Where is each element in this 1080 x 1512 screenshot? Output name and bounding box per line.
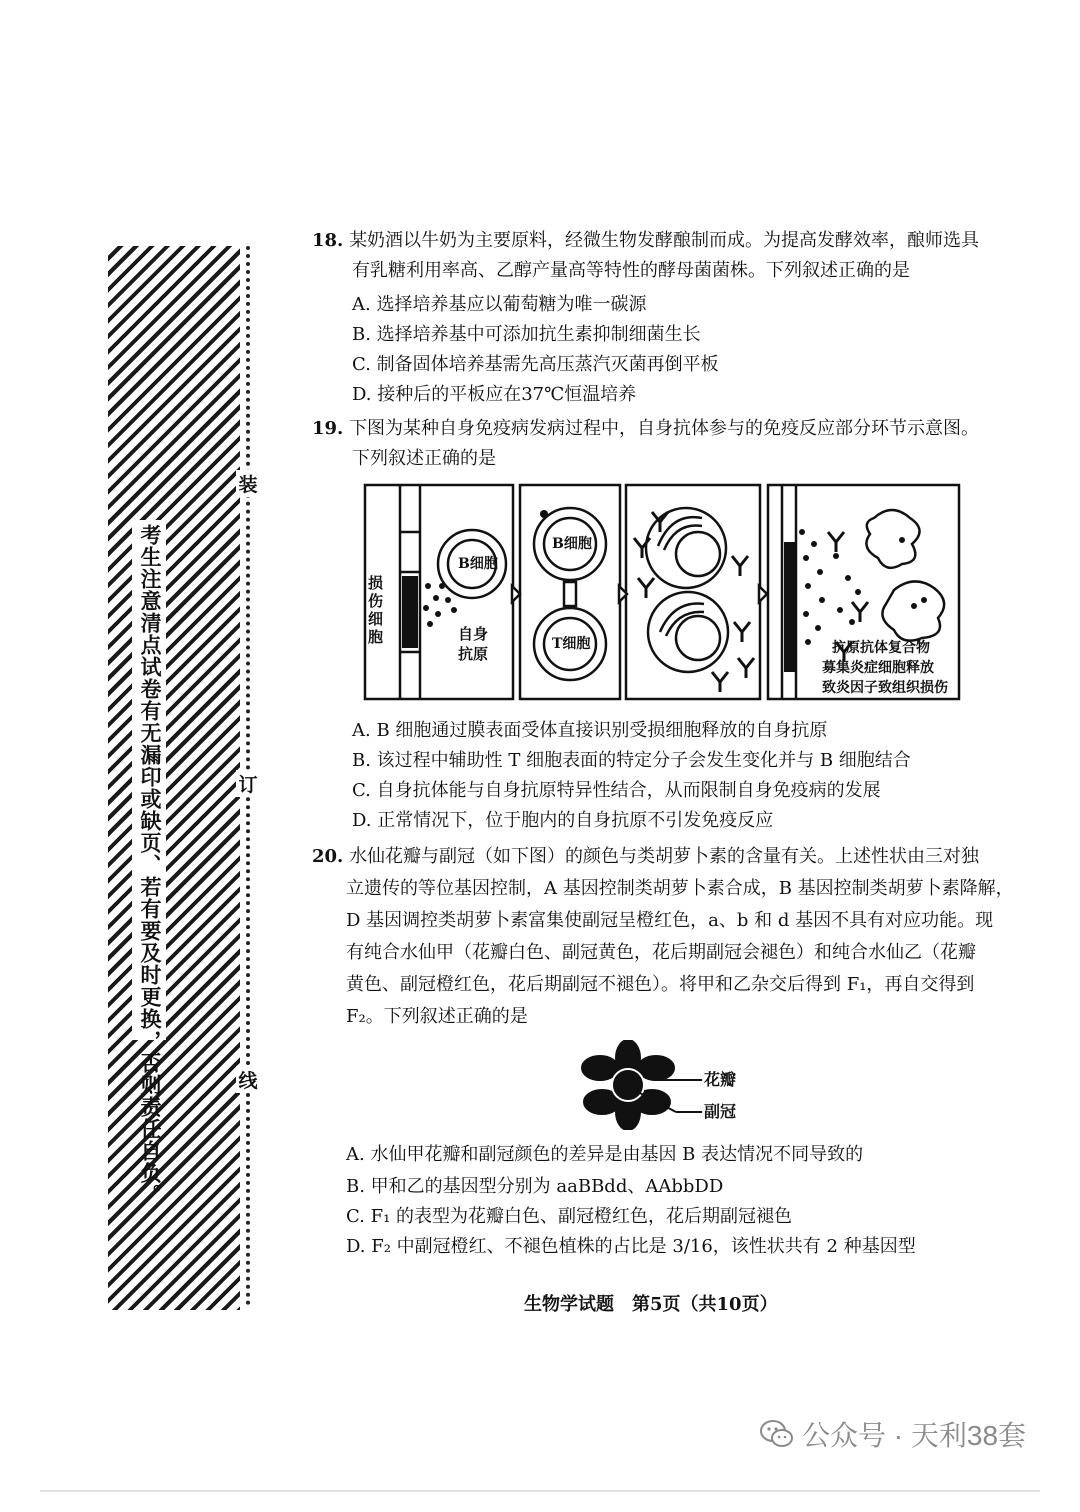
complex-caption-3: 致炎因子致组织损伤: [822, 680, 948, 696]
q18-option-a: A. 选择培养基应以葡萄糖为唯一碳源: [352, 294, 647, 315]
wechat-icon: [760, 1419, 794, 1449]
t-cell-label: T细胞: [552, 636, 591, 652]
q19-option-d: D. 正常情况下，位于胞内的自身抗原不引发免疫反应: [352, 810, 774, 831]
q20-line1: [312, 842, 979, 872]
q19-immune-figure: [362, 482, 962, 702]
bottom-rule: [40, 1490, 1040, 1492]
q20-stem-2: 立遗传的等位基因控制，A 基因控制类胡萝卜素合成，B 基因控制类胡萝卜素降解，: [346, 878, 1014, 899]
exam-notice: 考生注意清点试卷有无漏印或缺页、若有要及时更换，否则责任自负。: [138, 524, 163, 1206]
q19-number: 19.: [312, 418, 344, 439]
q18-option-c: C. 制备固体培养基需先高压蒸汽灭菌再倒平板: [352, 354, 719, 375]
complex-caption-1: 抗原抗体复合物: [832, 640, 930, 656]
q18-stem-1: 某奶酒以牛奶为主要原料，经微生物发酵酿制而成。为提高发酵效率，酿师选具: [349, 230, 980, 251]
q20-number: 20.: [312, 846, 344, 867]
q20-stem-1: 水仙花瓣与副冠（如下图）的颜色与类胡萝卜素的含量有关。上述性状由三对独: [349, 846, 980, 867]
q20-option-a: A. 水仙甲花瓣和副冠颜色的差异是由基因 B 表达情况不同导致的: [346, 1144, 864, 1165]
q19-option-a: A. B 细胞通过膜表面受体直接识别受损细胞释放的自身抗原: [352, 720, 828, 741]
q19-option-b: B. 该过程中辅助性 T 细胞表面的特定分子会发生变化并与 B 细胞结合: [352, 750, 911, 771]
watermark-text: 公众号 · 天利38套: [802, 1420, 1027, 1451]
self-antigen-label: 自身抗原: [458, 625, 489, 663]
q20-option-c: C. F₁ 的表型为花瓣白色、副冠橙红色，花后期副冠褪色: [346, 1206, 792, 1227]
q19-line1: [312, 414, 979, 444]
q20-stem-5: 黄色、副冠橙红色，花后期副冠不褪色）。将甲和乙杂交后得到 F₁，再自交得到: [346, 974, 975, 995]
damaged-cell-label: 损伤细胞: [368, 574, 384, 646]
q19-option-c: C. 自身抗体能与自身抗原特异性结合，从而限制自身免疫病的发展: [352, 780, 881, 801]
damaged-cell-block: [402, 576, 418, 648]
binding-char-ding: 订: [236, 770, 260, 797]
q20-stem-4: 有纯合水仙甲（花瓣白色、副冠黄色，花后期副冠会褪色）和纯合水仙乙（花瓣: [346, 942, 976, 963]
b-cell-label-1: B细胞: [458, 556, 498, 572]
q18-stem-2: 有乳糖利用率高、乙醇产量高等特性的酵母菌菌株。下列叙述正确的是: [352, 260, 910, 281]
q18-option-b: B. 选择培养基中可添加抗生素抑制细菌生长: [352, 324, 701, 345]
q20-stem-6: F₂。下列叙述正确的是: [346, 1006, 528, 1027]
wechat-watermark: [760, 1414, 1026, 1454]
damaged-tissue-block: [784, 542, 796, 672]
q19-stem-2: 下列叙述正确的是: [352, 448, 496, 469]
q20-option-d: D. F₂ 中副冠橙红、不褪色植株的占比是 3/16，该性状共有 2 种基因型: [346, 1236, 916, 1257]
b-cell-label-2: B细胞: [552, 536, 592, 552]
q20-flower-figure: [580, 1040, 760, 1130]
q18-number: 18.: [312, 230, 344, 251]
binding-char-zhuang: 装: [236, 470, 260, 497]
binding-hatch-strip: [108, 246, 240, 1310]
binding-char-xian: 线: [236, 1066, 260, 1093]
complex-caption-2: 募集炎症细胞释放: [822, 660, 934, 676]
q20-option-b: B. 甲和乙的基因型分别为 aaBBdd、AAbbDD: [346, 1176, 724, 1197]
corona-label: 副冠: [704, 1102, 737, 1121]
q18-option-d: D. 接种后的平板应在37℃恒温培养: [352, 384, 637, 405]
page-footer: 生物学试题 第5页（共10页）: [524, 1294, 778, 1315]
petal-label: 花瓣: [704, 1070, 737, 1089]
q18-line1: [312, 226, 979, 256]
q19-stem-1: 下图为某种自身免疫病发病过程中，自身抗体参与的免疫反应部分环节示意图。: [349, 418, 980, 439]
q20-stem-3: D 基因调控类胡萝卜素富集使副冠呈橙红色，a、b 和 d 基因不具有对应功能。现: [346, 910, 994, 931]
